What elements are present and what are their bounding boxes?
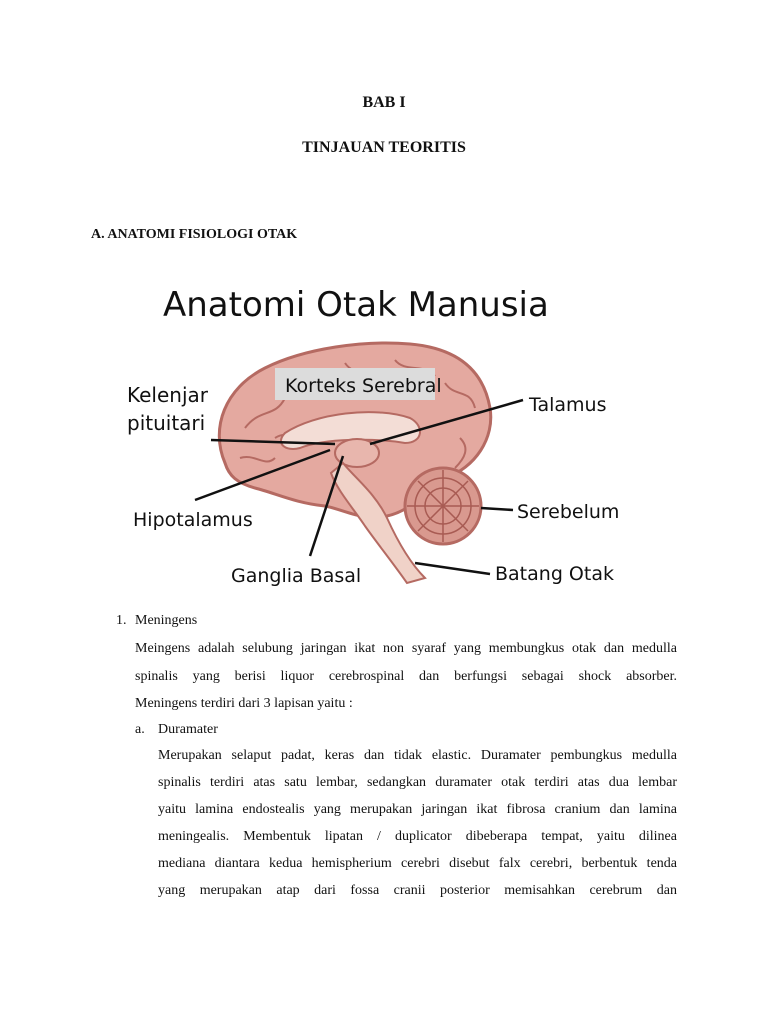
label-ganglia-basal: Ganglia Basal [231,565,362,587]
sub-item-letter: a. [135,722,145,737]
paragraph-line: meningealis. Membentuk lipatan / duplicator dibeberapa tempat, yaitu dilinea [158,829,677,844]
paragraph-line: mediana diantara kedua hemispherium cerebri disebut falx cerebri, berbentuk tenda [158,856,677,871]
label-talamus: Talamus [529,394,607,416]
chapter-number: BAB I [362,94,406,111]
paragraph-line: Meningens terdiri dari 3 lapisan yaitu : [135,696,353,711]
section-heading: A. ANATOMI FISIOLOGI OTAK [91,227,298,242]
sub-item-title: Duramater [158,722,218,737]
label-kelenjar: Kelenjar [127,383,208,407]
chapter-title: TINJAUAN TEORITIS [302,139,466,156]
list-item-number: 1. [116,613,127,628]
label-korteks-serebral: Korteks Serebral [285,375,442,397]
paragraph-line: spinalis terdiri atas satu lembar, sedangkan duramater otak terdiri atas dua lembar [158,775,677,790]
label-serebelum: Serebelum [517,501,620,523]
label-batang-otak: Batang Otak [495,563,614,585]
paragraph-line: spinalis yang berisi liquor cerebrospinal dan berfungsi sebagai shock absorber. [135,669,677,684]
list-item-title: Meningens [135,613,198,628]
label-hipotalamus: Hipotalamus [133,509,253,531]
paragraph-line: yaitu lamina endostealis yang merupakan jaringan ikat fibrosa cranium dan lamina [158,802,677,817]
figure-title: Anatomi Otak Manusia [163,285,549,325]
paragraph-line: yang merupakan atap dari fossa cranii posterior memisahkan cerebrum dan [158,883,677,898]
paragraph-line: Meingens adalah selubung jaringan ikat non syaraf yang membungkus otak dan medulla [135,641,677,656]
paragraph-line: Merupakan selaput padat, keras dan tidak elastic. Duramater pembungkus medulla [158,748,677,763]
brain-anatomy-figure [125,278,633,598]
label-pituitari: pituitari [127,411,206,435]
